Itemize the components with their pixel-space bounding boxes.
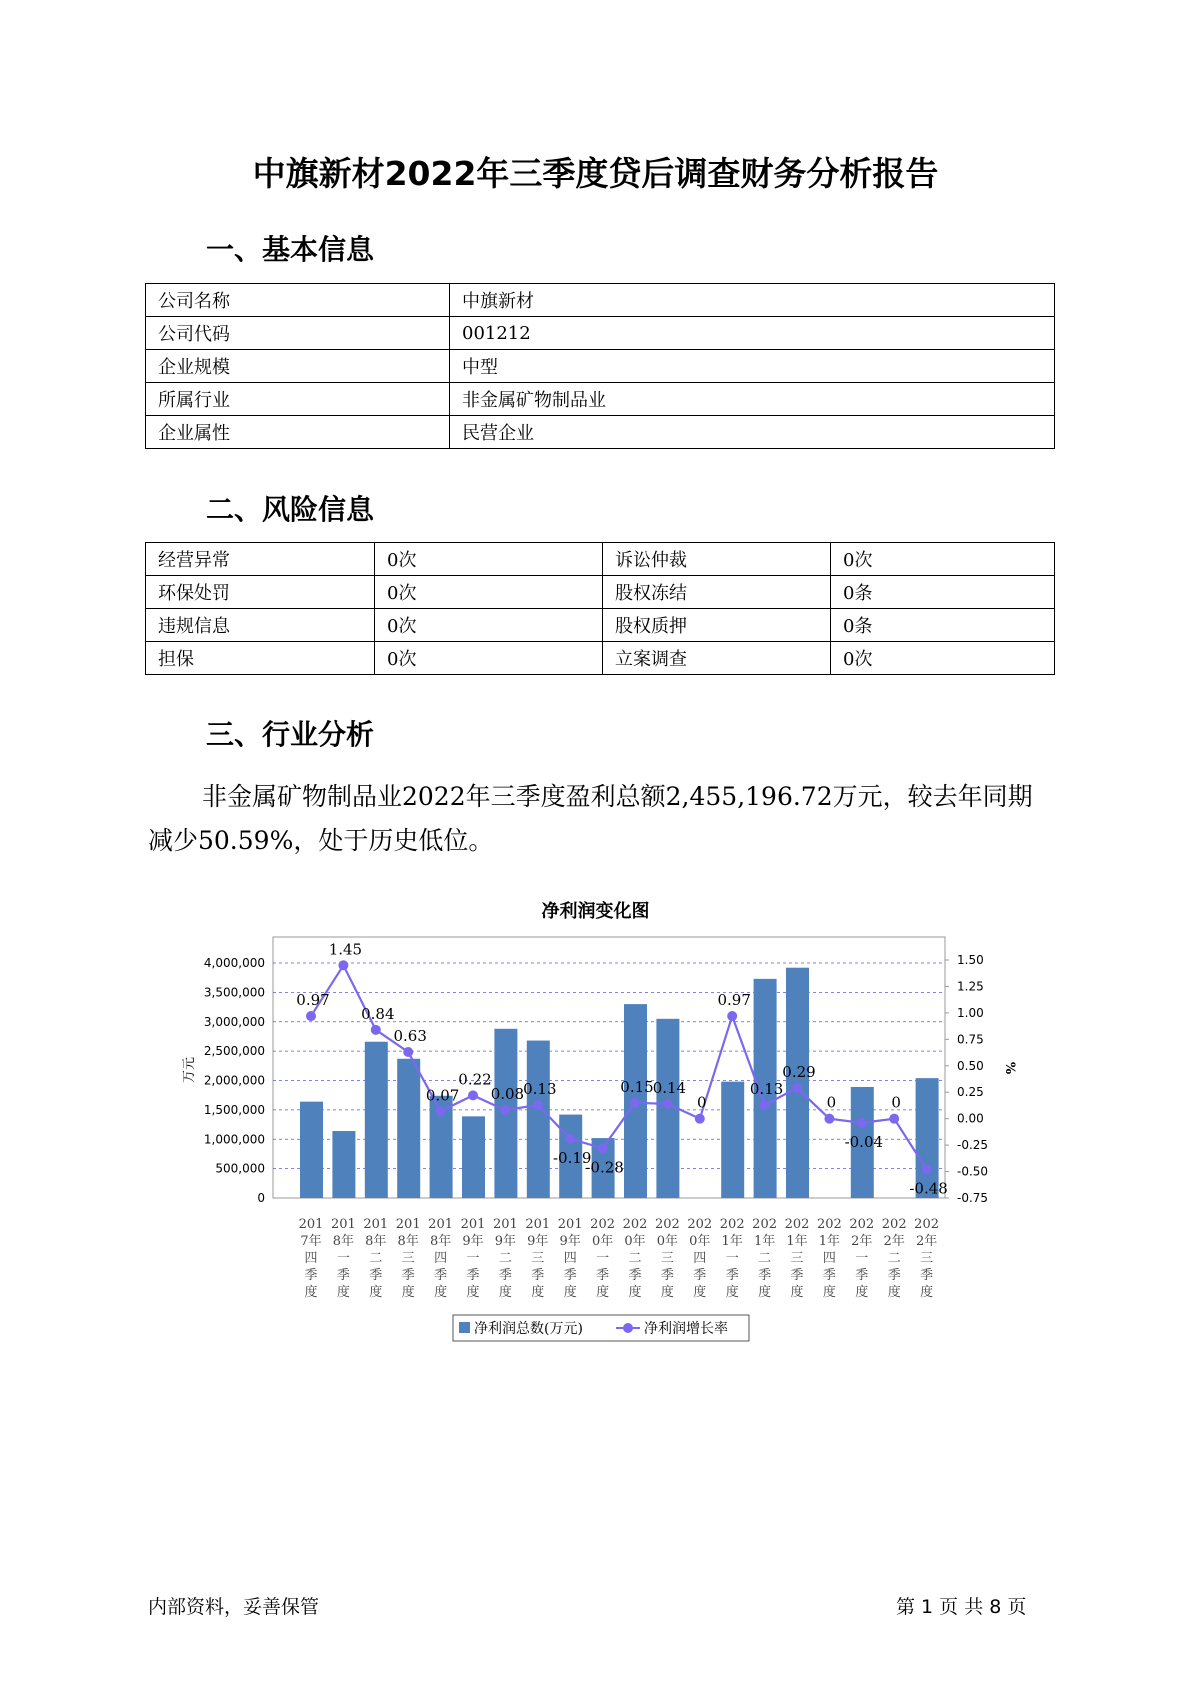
x-tick-label: 201 8年二季度 bbox=[363, 1217, 389, 1300]
basic-info-label: 公司名称 bbox=[146, 284, 450, 317]
y-right-tick-label: -0.50 bbox=[957, 1164, 989, 1179]
x-tick-label: 201 9年一季度 bbox=[460, 1217, 486, 1300]
growth-rate-point bbox=[306, 1011, 316, 1021]
growth-rate-point bbox=[598, 1143, 608, 1153]
y-left-tick-label: 3,000,000 bbox=[203, 1014, 265, 1029]
risk-info-value: 0次 bbox=[831, 543, 1055, 576]
growth-rate-point bbox=[857, 1118, 867, 1128]
legend-bar-swatch bbox=[459, 1322, 470, 1333]
growth-rate-point bbox=[371, 1025, 381, 1035]
bar bbox=[300, 1102, 323, 1198]
data-label: -0.28 bbox=[585, 1158, 624, 1177]
y-left-tick-label: 3,500,000 bbox=[203, 985, 265, 1000]
x-tick-label: 201 8年一季度 bbox=[330, 1217, 356, 1300]
bar bbox=[332, 1131, 355, 1198]
x-tick-label: 201 9年二季度 bbox=[492, 1217, 518, 1300]
risk-info-label: 违规信息 bbox=[146, 609, 375, 642]
chart-title: 净利润变化图 bbox=[541, 901, 650, 922]
x-tick-label: 202 0年二季度 bbox=[622, 1217, 648, 1300]
report-title: 中旗新材2022年三季度贷后调查财务分析报告 bbox=[252, 154, 939, 193]
y-right-tick-label: 1.50 bbox=[957, 953, 984, 967]
data-label: 0.13 bbox=[749, 1079, 784, 1098]
data-label: 0.15 bbox=[620, 1077, 654, 1096]
x-tick-label: 202 2年三季度 bbox=[914, 1217, 940, 1300]
data-label: 0 bbox=[891, 1093, 901, 1112]
growth-rate-point bbox=[889, 1114, 899, 1124]
risk-info-value: 0次 bbox=[375, 609, 603, 642]
y-right-tick-label: 1.25 bbox=[957, 979, 984, 994]
risk-info-value: 0条 bbox=[831, 576, 1055, 609]
x-tick-label: 202 1年一季度 bbox=[719, 1217, 745, 1300]
risk-info-value: 0次 bbox=[375, 543, 603, 576]
basic-info-label: 企业属性 bbox=[146, 416, 450, 449]
data-label: 0.29 bbox=[782, 1062, 816, 1081]
y-right-tick-label: -0.75 bbox=[957, 1191, 989, 1205]
y-right-tick-label: -0.25 bbox=[957, 1138, 989, 1153]
risk-info-label: 立案调查 bbox=[603, 642, 831, 675]
growth-rate-point bbox=[630, 1098, 640, 1108]
risk-info-value: 0次 bbox=[831, 642, 1055, 675]
section-heading-basic: 一、基本信息 bbox=[206, 233, 375, 266]
growth-rate-point bbox=[695, 1114, 705, 1124]
bar bbox=[365, 1042, 388, 1198]
y-left-tick-label: 2,000,000 bbox=[203, 1073, 265, 1088]
basic-info-value: 中旗新材 bbox=[450, 284, 1055, 317]
data-label: 0.13 bbox=[523, 1079, 557, 1098]
x-tick-label: 202 2年一季度 bbox=[849, 1217, 875, 1300]
basic-info-label: 所属行业 bbox=[146, 383, 450, 416]
data-label: 0 bbox=[826, 1093, 837, 1112]
risk-info-label: 环保处罚 bbox=[146, 576, 375, 609]
growth-rate-point bbox=[338, 960, 348, 970]
y-right-tick-label: 0.25 bbox=[957, 1085, 984, 1100]
bar bbox=[462, 1116, 485, 1198]
x-tick-label: 201 9年三季度 bbox=[525, 1217, 551, 1300]
growth-rate-point bbox=[922, 1164, 932, 1174]
basic-info-value: 中型 bbox=[450, 350, 1055, 383]
x-tick-label: 202 1年四季度 bbox=[816, 1217, 842, 1300]
data-label: 1.45 bbox=[328, 940, 363, 959]
risk-info-label: 担保 bbox=[146, 642, 375, 675]
data-label: 0.84 bbox=[361, 1004, 395, 1023]
basic-info-label: 公司代码 bbox=[146, 317, 450, 350]
growth-rate-point bbox=[565, 1134, 575, 1144]
industry-paragraph: 非金属矿物制品业2022年三季度盈利总额2,455,196.72万元，较去年同期减少50.59%，处于历史低位。 bbox=[148, 782, 1033, 855]
risk-info-value: 0次 bbox=[375, 576, 603, 609]
bar bbox=[397, 1059, 420, 1198]
data-label: 0.08 bbox=[490, 1085, 525, 1104]
y-left-axis-label: 万元 bbox=[182, 1056, 197, 1084]
growth-rate-point bbox=[727, 1011, 737, 1021]
y-left-tick-label: 1,500,000 bbox=[203, 1102, 265, 1117]
growth-rate-point bbox=[500, 1105, 510, 1115]
data-label: 0.07 bbox=[425, 1086, 460, 1105]
y-left-tick-label: 2,500,000 bbox=[203, 1044, 265, 1059]
y-left-tick-label: 1,000,000 bbox=[203, 1132, 265, 1147]
x-tick-label: 201 9年四季度 bbox=[557, 1217, 583, 1300]
x-tick-label: 201 8年四季度 bbox=[428, 1217, 454, 1300]
x-tick-label: 202 1年三季度 bbox=[784, 1217, 810, 1300]
legend-line-label: 净利润增长率 bbox=[644, 1321, 728, 1337]
section-heading-industry: 三、行业分析 bbox=[206, 718, 375, 751]
legend-line-marker bbox=[623, 1323, 633, 1333]
growth-rate-point bbox=[468, 1090, 478, 1100]
data-label: 0.63 bbox=[393, 1027, 427, 1046]
x-tick-label: 202 2年二季度 bbox=[881, 1217, 907, 1300]
y-right-tick-label: 0.75 bbox=[957, 1032, 984, 1047]
risk-info-value: 0次 bbox=[375, 642, 603, 675]
bar bbox=[527, 1041, 550, 1198]
x-tick-label: 201 8年三季度 bbox=[395, 1217, 421, 1300]
footer-page-number: 第 1 页 共 8 页 bbox=[896, 1596, 1027, 1618]
x-tick-label: 202 1年二季度 bbox=[752, 1217, 778, 1300]
growth-rate-point bbox=[824, 1114, 834, 1124]
risk-info-label: 经营异常 bbox=[146, 543, 375, 576]
basic-info-value: 非金属矿物制品业 bbox=[450, 383, 1055, 416]
y-right-tick-label: 1.00 bbox=[957, 1005, 984, 1020]
data-label: 0.97 bbox=[717, 991, 751, 1010]
risk-info-value: 0条 bbox=[831, 609, 1055, 642]
risk-info-label: 诉讼仲裁 bbox=[603, 543, 831, 576]
growth-rate-point bbox=[533, 1100, 543, 1110]
y-right-tick-label: 0.00 bbox=[957, 1111, 984, 1126]
data-label: -0.04 bbox=[844, 1132, 884, 1151]
x-tick-label: 202 0年一季度 bbox=[590, 1217, 616, 1300]
y-left-tick-label: 4,000,000 bbox=[203, 956, 265, 970]
x-tick-label: 202 0年四季度 bbox=[687, 1217, 713, 1300]
risk-info-label: 股权冻结 bbox=[603, 576, 831, 609]
data-label: 0.14 bbox=[652, 1078, 687, 1097]
growth-rate-point bbox=[403, 1047, 413, 1057]
y-right-axis-label: % bbox=[1002, 1061, 1017, 1075]
section-heading-risk: 二、风险信息 bbox=[206, 493, 375, 526]
data-label: 0.97 bbox=[296, 991, 330, 1010]
footer-confidential: 内部资料，妥善保管 bbox=[148, 1596, 320, 1618]
basic-info-value: 民营企业 bbox=[450, 416, 1055, 449]
growth-rate-point bbox=[436, 1106, 446, 1116]
risk-info-label: 股权质押 bbox=[603, 609, 831, 642]
x-tick-label: 202 0年三季度 bbox=[654, 1217, 680, 1300]
y-left-tick-label: 0 bbox=[257, 1191, 265, 1205]
bar bbox=[721, 1082, 744, 1198]
data-label: 0 bbox=[697, 1093, 707, 1112]
x-tick-label: 201 7年四季度 bbox=[298, 1217, 324, 1300]
data-label: -0.48 bbox=[909, 1179, 948, 1198]
basic-info-label: 企业规模 bbox=[146, 350, 450, 383]
growth-rate-point bbox=[760, 1100, 770, 1110]
basic-info-value: 001212 bbox=[450, 317, 1055, 350]
data-label: 0.22 bbox=[458, 1070, 492, 1089]
growth-rate-point bbox=[662, 1099, 672, 1109]
y-right-tick-label: 0.50 bbox=[957, 1058, 984, 1073]
growth-rate-point bbox=[792, 1083, 802, 1093]
legend-bar-label: 净利润总数(万元) bbox=[474, 1321, 583, 1337]
data-label: -0.19 bbox=[552, 1148, 592, 1167]
y-left-tick-label: 500,000 bbox=[215, 1161, 265, 1176]
bar bbox=[786, 968, 809, 1198]
